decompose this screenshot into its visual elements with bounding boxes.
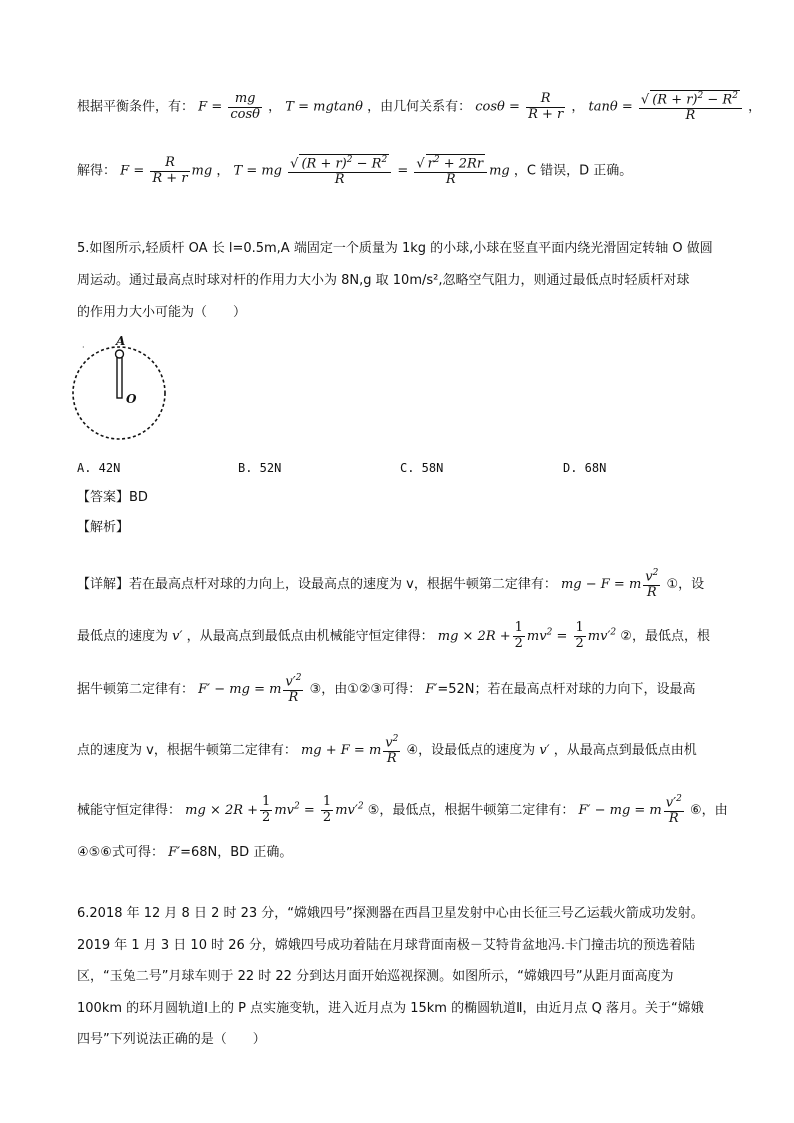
text: =68N，BD 正确。 [180,845,293,860]
comma: ， [268,99,282,115]
text: 据牛顿第二定律有： [77,682,195,698]
option-b: B. 52N [238,461,282,475]
text: ⑤，最低点，根据牛顿第二定律有： [367,803,575,819]
comma: ， [748,99,762,115]
detail-line-2: 最低点的速度为 v′ ，从最高点到最低点由机械能守恒定律得： mg × 2R + $\frac{1}{2}$ $mv^2$ = $\frac{1}{2}$ $mv'^2$ ②，最低点，根 [77,620,710,651]
q6-line-3: 区，“玉兔二号”月球车则于 22 时 22 分到达月面开始巡视探测。如图所示，“嫦娥四号”从距月面高度为 [77,969,674,984]
text: 最低点的速度为 [77,628,169,644]
q5-figure [72,340,172,440]
text: 【详解】若在最高点杆对球的力向上，设最高点的速度为 v，根据牛顿第二定律有： [77,577,557,593]
detail-line-1: 【详解】若在最高点杆对球的力向上，设最高点的速度为 v，根据牛顿第二定律有： mg − F = m $\frac{v^2}{R}$ ①，设 [77,568,705,601]
text-solve: 解得： [77,163,117,179]
analysis-heading: 【解析】 [77,520,130,535]
label-o: O [126,392,137,406]
text: ④⑤⑥式可得： [77,845,164,860]
text: =52N；若在最高点杆对球的力向下，设最高 [437,682,696,698]
label-a: A [116,334,126,348]
eq-line-2: 解得： F = $\frac{R}{R + r}$ mg ， T = mg $\frac{√ (R + r)^2 - R^2}{R}$ = $\frac{√ r^2 + 2Rr}{R}$ mg ，C 错误，D 正确。 [77,154,633,188]
text: ④，设最低点的速度为 [406,743,536,759]
option-c: C. 58N [400,461,444,475]
comma: ， [216,163,230,179]
option-d: D. 68N [563,461,607,475]
answer: 【答案】BD [77,490,148,505]
fraction-mg-cos: $\frac{mg}{\cos\theta}$ [230,90,260,122]
rod [117,356,122,398]
detail-line-3: 据牛顿第二定律有： F′ − mg = m $\frac{v'^2}{R}$ ③，由①②③可得： F′=52N；若在最高点杆对球的力向下，设最高 [77,673,696,706]
ball [116,350,124,358]
option-a: A. 42N [77,461,121,475]
q6-line-2: 2019 年 1 月 3 日 10 时 26 分，嫦娥四号成功着陆在月球背面南极－艾特肯盆地冯.卡门撞击坑的预选着陆 [77,938,696,953]
text: ③，由①②③可得： [309,682,422,698]
text-conclusion: ，C 错误，D 正确。 [513,163,633,179]
text: 点的速度为 v，根据牛顿第二定律有： [77,743,297,759]
text: 械能守恒定律得： [77,803,182,819]
text: ⑥，由 [689,803,728,819]
figure-mark: · [82,343,85,352]
q5-line-1: 5.如图所示,轻质杆 OA 长 l=0.5m,A 端固定一个质量为 1kg 的小球,小球在竖直平面内绕光滑固定转轴 O 做圆 [77,241,713,256]
text-geometry: ，由几何关系有： [367,99,472,115]
text: ②，最低点，根 [620,628,710,644]
text: ，从最高点到最低点由机械能守恒定律得： [186,628,434,644]
q6-line-4: 100km 的环月圆轨道Ⅰ上的 P 点实施变轨，进入近月点为 15km 的椭圆轨道Ⅱ，由近月点 Q 落月。关于“嫦娥 [77,1001,704,1016]
comma: ， [571,99,585,115]
eq-line-1: 根据平衡条件，有： F = $\frac{mg}{\cos\theta}$ ， T = mgtanθ ，由几何关系有： cosθ = $\frac{R}{R + r}$ ， tanθ = $\frac{√ (R + r)^2 - R^2}{R}$ ， [77,90,762,124]
detail-line-6: ④⑤⑥式可得： F′=68N，BD 正确。 [77,845,293,860]
q5-line-2: 周运动。通过最高点时球对杆的作用力大小为 8N,g 取 10m/s²,忽略空气阻力，则通过最低点时轻质杆对球 [77,273,690,288]
q5-line-3: 的作用力大小可能为（ ） [77,305,247,320]
text: ，从最高点到最低点由机 [553,743,697,759]
q6-line-5: 四号”下列说法正确的是（ ） [77,1032,266,1047]
detail-line-5: 械能守恒定律得： mg × 2R + $\frac{1}{2}$ $mv^2$ = $\frac{1}{2}$ $mv'^2$ ⑤，最低点，根据牛顿第二定律有： F′ − mg = m $\frac{v'^2}{R}$ ⑥，由 [77,794,728,827]
text: ①，设 [666,577,705,593]
q6-line-1: 6.2018 年 12 月 8 日 2 时 23 分，“嫦娥四号”探测器在西昌卫星发射中心由长征三号乙运载火箭成功发射。 [77,906,704,921]
detail-line-4: 点的速度为 v，根据牛顿第二定律有： mg + F = m $\frac{v^2}{R}$ ④，设最低点的速度为 v′ ，从最高点到最低点由机 [77,734,697,767]
text-equilibrium: 根据平衡条件，有： [77,99,195,115]
